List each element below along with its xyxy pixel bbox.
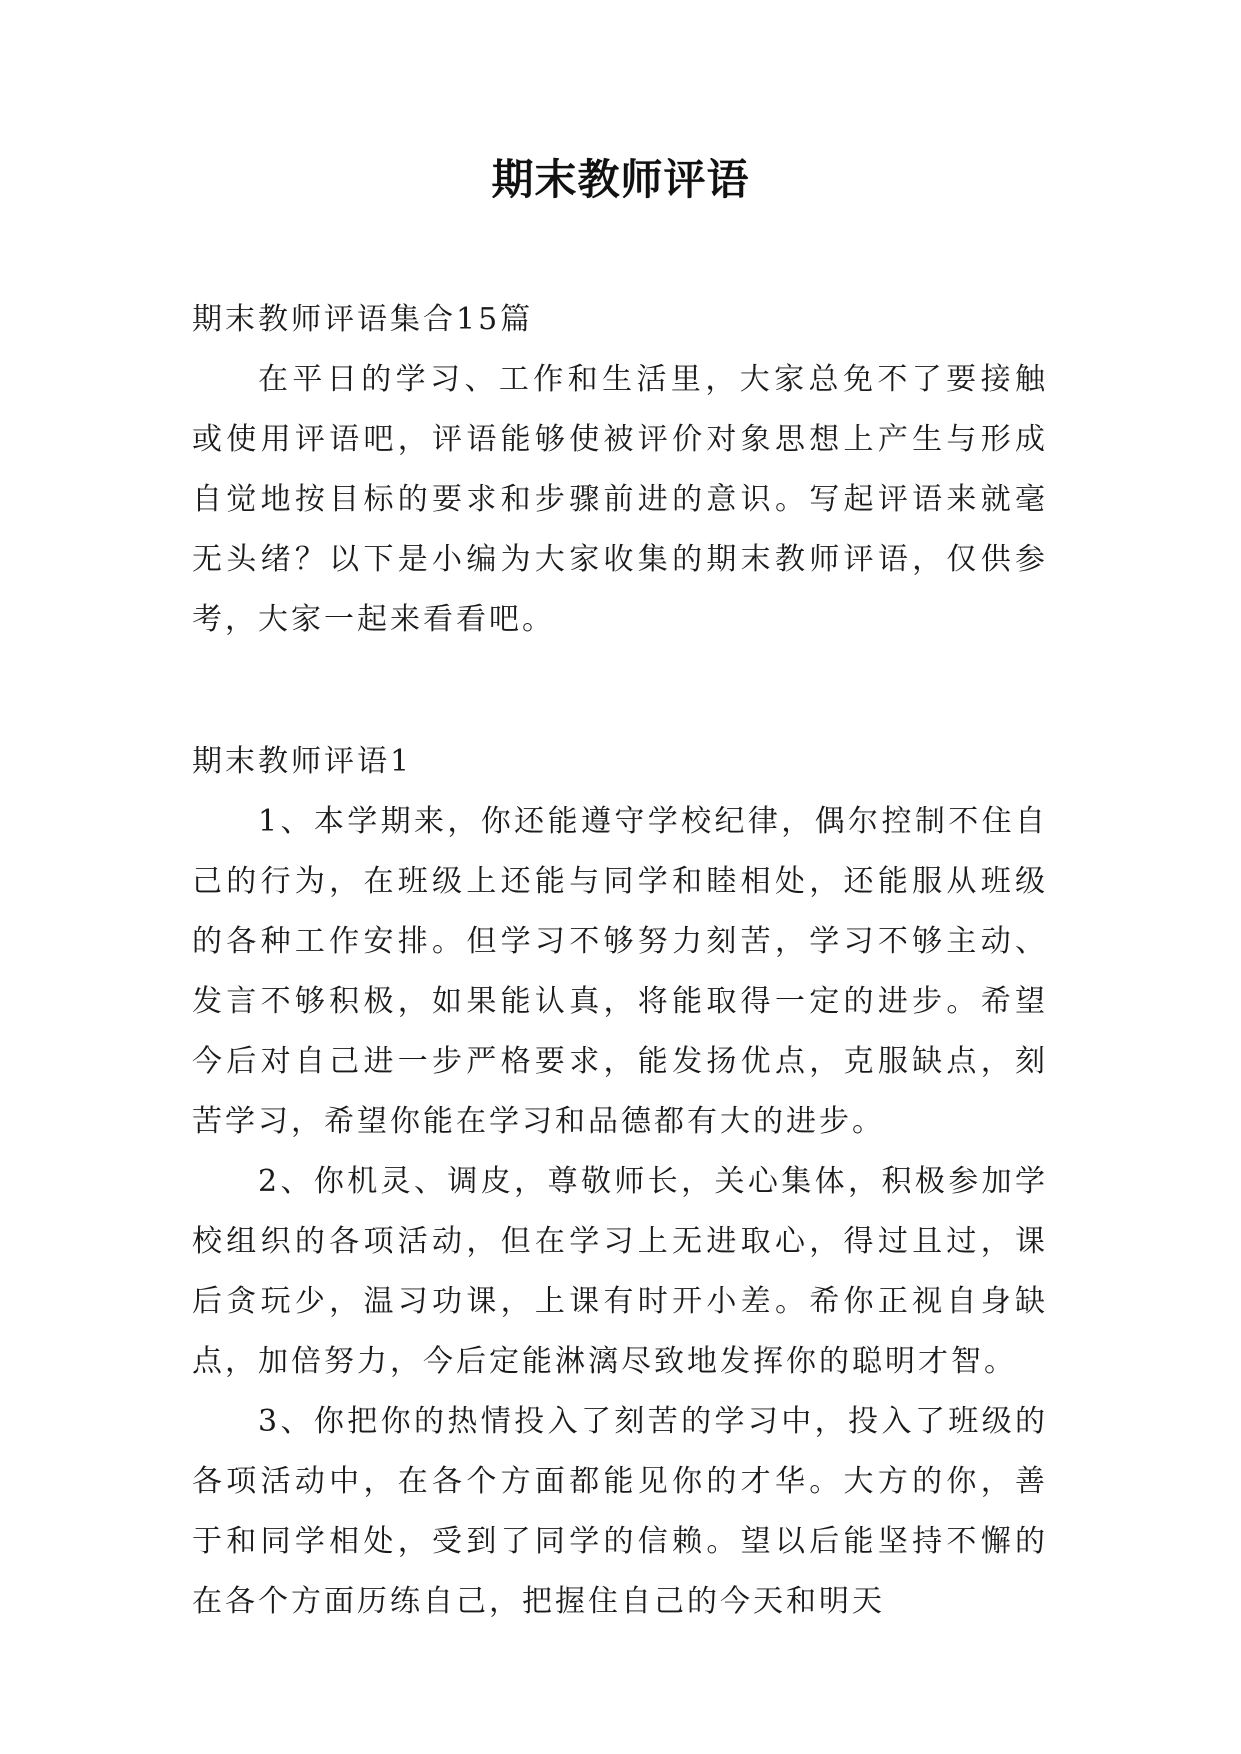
- comment-paragraph-2: 2、你机灵、调皮，尊敬师长，关心集体，积极参加学校组织的各项活动，但在学习上无进取心，得过且过，课后贪玩少，温习功课，上课有时开小差。希你正视自身缺点，加倍努力，今后定能淋漓尽致地发挥你的聪明才智。: [192, 1164, 1048, 1379]
- comment-paragraph-3: 3、你把你的热情投入了刻苦的学习中，投入了班级的各项活动中，在各个方面都能见你的才华。大方的你，善于和同学相处，受到了同学的信赖。望以后能坚持不懈的在各个方面历练自己，把握住自己的今天和明天: [192, 1404, 1048, 1619]
- document-title: 期末教师评语: [491, 155, 750, 204]
- document-subtitle: 期末教师评语集合15篇: [192, 302, 534, 337]
- comment-paragraph-1: 1、本学期来，你还能遵守学校纪律，偶尔控制不住自己的行为，在班级上还能与同学和睦相处，还能服从班级的各种工作安排。但学习不够努力刻苦，学习不够主动、发言不够积极，如果能认真，将能取得一定的进步。希望今后对自己进一步严格要求，能发扬优点，克服缺点，刻苦学习，希望你能在学习和品德都有大的进步。: [192, 804, 1048, 1139]
- section-spacer: [192, 650, 1048, 732]
- intro-paragraph: 在平日的学习、工作和生活里，大家总免不了要接触或使用评语吧，评语能够使被评价对象思想上产生与形成自觉地按目标的要求和步骤前进的意识。写起评语来就毫无头绪？以下是小编为大家收集的期末教师评语，仅供参考，大家一起来看看吧。: [192, 362, 1048, 637]
- section-heading: 期末教师评语1: [192, 744, 413, 779]
- document-body: [192, 290, 1048, 1632]
